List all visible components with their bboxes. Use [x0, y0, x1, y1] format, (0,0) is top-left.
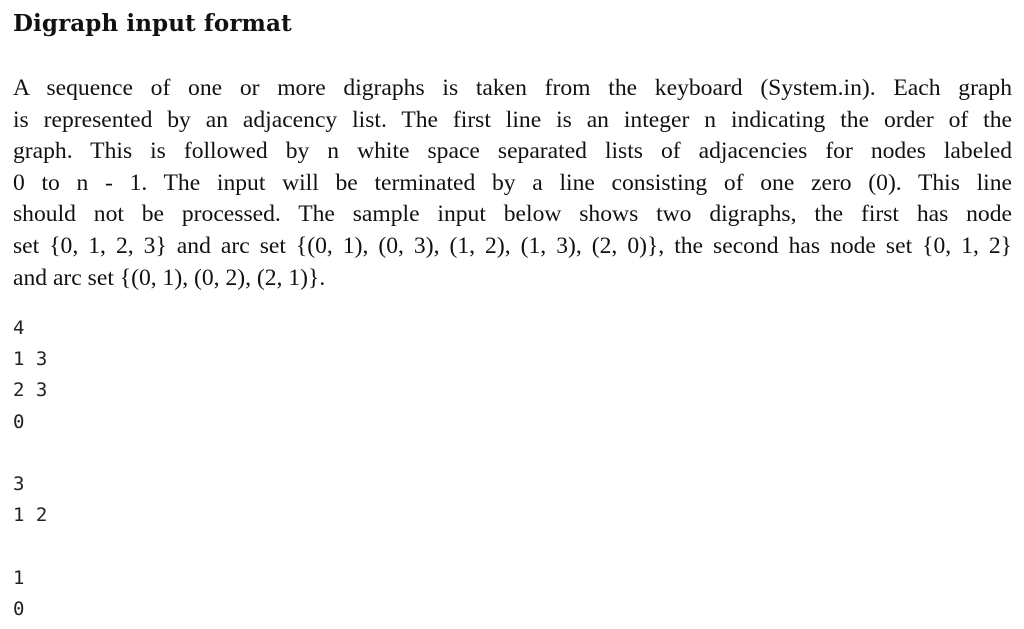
paragraph-line: is represented by an adjacency list. The first line is an integer n indicating the order of the: [13, 106, 1012, 133]
sample-input-line: 1: [13, 566, 25, 589]
paragraph-line: graph. This is followed by n white space separated lists of adjacencies for nodes labeled: [13, 138, 1012, 165]
sample-input-line: 0: [13, 597, 25, 620]
paragraph-line: A sequence of one or more digraphs is taken from the keyboard (System.in). Each graph: [13, 75, 1012, 101]
paragraph-line: should not be processed. The sample input below shows two digraphs, the first has node: [13, 201, 1012, 228]
section-heading: Digraph input format: [13, 10, 292, 37]
description-paragraph: [13, 73, 1012, 294]
sample-input-line: [13, 531, 47, 562]
sample-input-line: 3: [13, 472, 25, 495]
sample-input-line: 1 3: [13, 348, 48, 371]
paragraph-line: 0 to n - 1. The input will be terminated by a line consisting of one zero (0). This line: [13, 169, 1012, 196]
paragraph-line: and arc set {(0, 1), (0, 2), (2, 1)}.: [13, 264, 326, 291]
paragraph-line: set {0, 1, 2, 3} and arc set {(0, 1), (0, 3), (1, 2), (1, 3), (2, 0)}, the second has node set {0, 1, 2}: [13, 232, 1012, 259]
sample-input-line: 1 2: [13, 504, 48, 527]
sample-input-line: 0: [13, 410, 25, 433]
sample-input-line: 4: [13, 317, 25, 339]
sample-input-line: [13, 438, 47, 469]
sample-input-line: 2 3: [13, 379, 48, 402]
sample-input-block: [13, 313, 47, 625]
